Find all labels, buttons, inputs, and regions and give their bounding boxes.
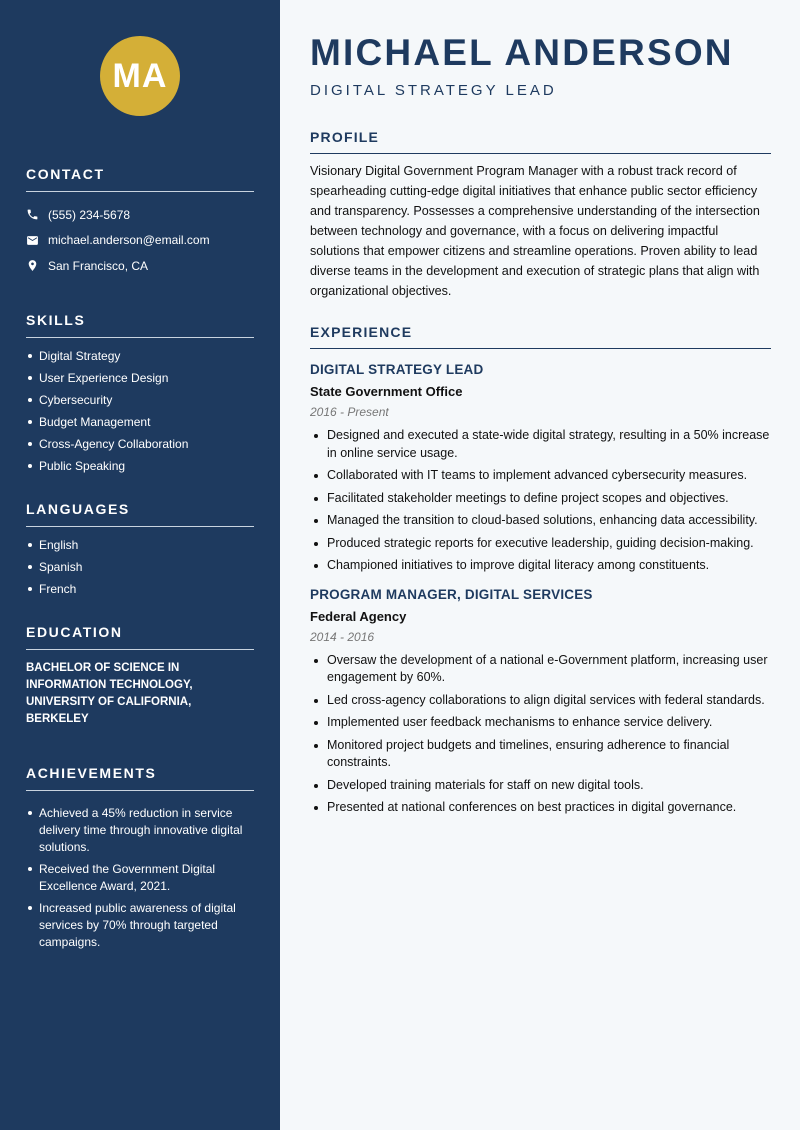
job-dates: 2016 - Present: [310, 405, 389, 419]
candidate-name: MICHAEL ANDERSON: [310, 32, 734, 73]
skills-list: [26, 348, 254, 474]
avatar-initials: MA: [112, 56, 168, 95]
list-item: Championed initiatives to improve digital literacy among constituents.: [310, 557, 771, 575]
main-content: [280, 0, 800, 1130]
list-item: Budget Management: [26, 414, 254, 430]
contact-email-text: michael.anderson@email.com: [48, 233, 210, 248]
list-item: Cross-Agency Collaboration: [26, 436, 254, 452]
skills-heading: SKILLS: [26, 312, 254, 338]
contact-heading: CONTACT: [26, 166, 254, 192]
education-section: [26, 624, 254, 728]
job-title: PROGRAM MANAGER, DIGITAL SERVICES: [310, 586, 593, 602]
job-bullets: [310, 652, 771, 817]
list-item: Monitored project budgets and timelines, ensuring adherence to financial constraints.: [310, 737, 771, 772]
list-item: Digital Strategy: [26, 348, 254, 364]
contact-phone-text: (555) 234-5678: [48, 207, 131, 222]
experience-heading: EXPERIENCE: [310, 324, 771, 349]
sidebar: [0, 0, 280, 1130]
list-item: Implemented user feedback mechanisms to enhance service delivery.: [310, 714, 771, 732]
list-item: French: [26, 581, 254, 597]
job-dates: 2014 - 2016: [310, 629, 375, 644]
education-degree: [26, 660, 254, 728]
location-pin-icon: [26, 259, 39, 272]
languages-heading: LANGUAGES: [26, 501, 254, 527]
list-item: Spanish: [26, 559, 254, 575]
contact-phone: [26, 202, 254, 228]
list-item: Increased public awareness of digital services by 70% through targeted campaigns.: [26, 900, 254, 951]
experience-section: [310, 324, 771, 817]
list-item: Managed the transition to cloud-based solutions, enhancing data accessibility.: [310, 512, 771, 530]
job-organization: Federal Agency: [310, 608, 407, 624]
contact-section: [26, 166, 254, 279]
contact-location: [26, 253, 254, 279]
job-entry: [310, 362, 771, 575]
list-item: Received the Government Digital Excellence Award, 2021.: [26, 861, 254, 895]
profile-text: Visionary Digital Government Program Manager with a robust track record of spearheading cutting-edge digital initiatives that enhance public sector efficiency and transparency. Possesses a comprehensive understanding of the intersection between technology and governance, with a focus on delivering impactful solutions that empower citizens and streamline operations. Proven ability to lead diverse teams in the development and execution of strategic plans that align with organizational objectives.: [310, 164, 760, 298]
contact-location-text: San Francisco, CA: [48, 258, 149, 273]
job-organization: State Government Office: [310, 384, 463, 399]
education-heading: EDUCATION: [26, 624, 254, 650]
list-item: Collaborated with IT teams to implement advanced cybersecurity measures.: [310, 467, 771, 485]
avatar: [100, 36, 180, 116]
list-item: User Experience Design: [26, 370, 254, 386]
list-item: Led cross-agency collaborations to align digital services with federal standards.: [310, 692, 771, 710]
profile-section: [310, 129, 771, 301]
candidate-role: DIGITAL STRATEGY LEAD: [310, 82, 557, 99]
job-title: DIGITAL STRATEGY LEAD: [310, 362, 484, 377]
education-line: UNIVERSITY OF CALIFORNIA, BERKELEY: [26, 695, 192, 725]
list-item: Designed and executed a state-wide digital strategy, resulting in a 50% increase in online service usage.: [310, 427, 771, 462]
achievements-list: [26, 805, 254, 951]
list-item: Oversaw the development of a national e-Government platform, increasing user engagement by 60%.: [310, 652, 771, 687]
achievements-heading: ACHIEVEMENTS: [26, 765, 254, 791]
contact-email: [26, 228, 254, 254]
email-icon: [26, 234, 39, 247]
languages-list: [26, 537, 254, 597]
achievements-section: [26, 765, 254, 951]
list-item: Achieved a 45% reduction in service delivery time through innovative digital solutions.: [26, 805, 254, 856]
profile-heading: PROFILE: [310, 129, 771, 154]
list-item: Presented at national conferences on best practices in digital governance.: [310, 799, 771, 817]
list-item: Developed training materials for staff on new digital tools.: [310, 777, 771, 795]
education-line: BACHELOR OF SCIENCE IN: [26, 661, 180, 674]
education-line: INFORMATION TECHNOLOGY,: [26, 678, 193, 691]
list-item: Public Speaking: [26, 458, 254, 474]
list-item: Facilitated stakeholder meetings to define project scopes and objectives.: [310, 490, 771, 508]
list-item: English: [26, 537, 254, 553]
list-item: Cybersecurity: [26, 392, 254, 408]
phone-icon: [26, 208, 39, 221]
languages-section: [26, 501, 254, 597]
job-bullets: [310, 427, 771, 575]
job-entry: [310, 587, 771, 817]
skills-section: [26, 312, 254, 474]
list-item: Produced strategic reports for executive leadership, guiding decision-making.: [310, 535, 771, 553]
